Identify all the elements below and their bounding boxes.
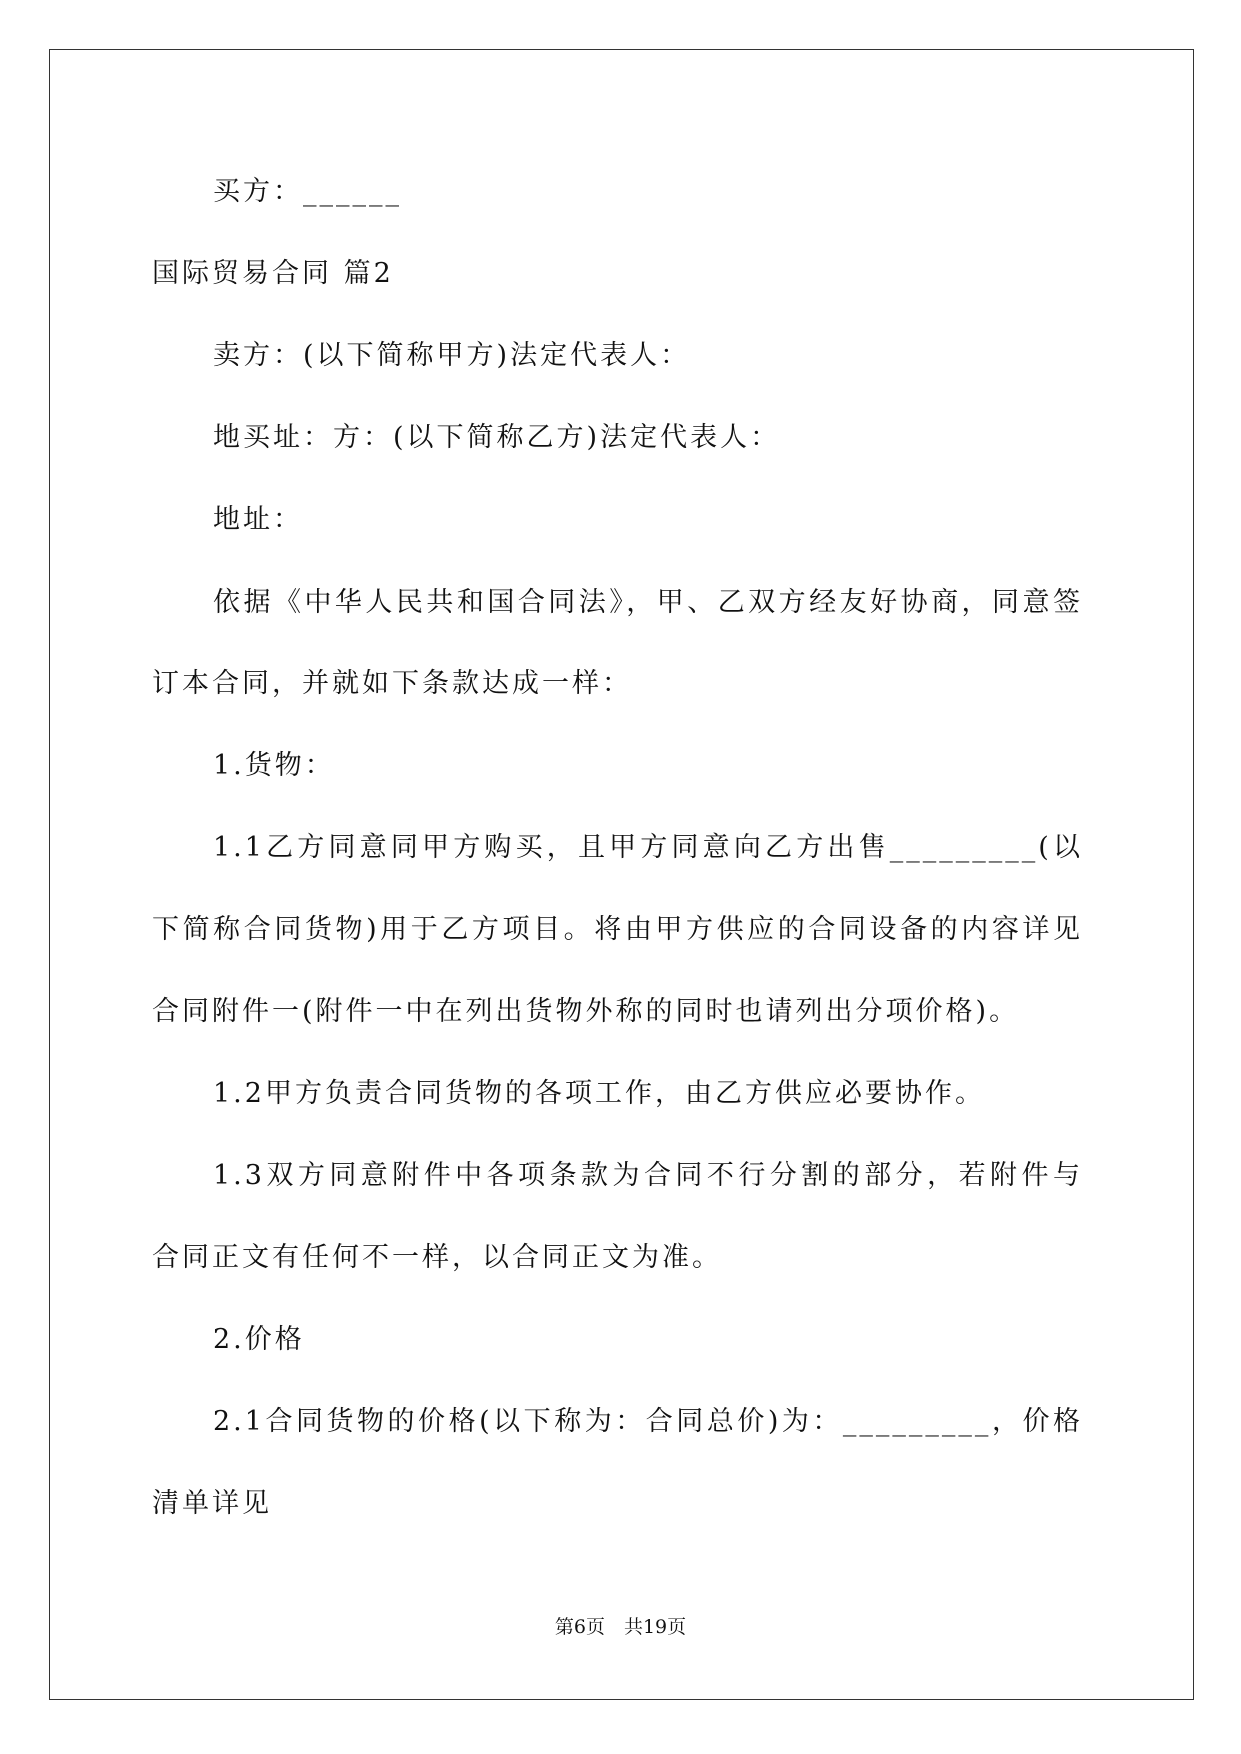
clause-1-3-line-2: 合同正文有任何不一样，以合同正文为准。 [152,1242,722,1273]
clause-1-heading: 1.货物： [213,750,335,781]
clause-1-3-line-1: 1.3双方同意附件中各项条款为合同不行分割的部分，若附件与 [213,1160,1083,1191]
clause-1-2: 1.2甲方负责合同货物的各项工作，由乙方供应必要协作。 [213,1078,985,1109]
clause-2-1-line-1: 2.1合同货物的价格(以下称为：合同总价)为：_________，价格 [213,1406,1083,1437]
seller-line: 卖方：(以下简称甲方)法定代表人： [213,340,691,371]
clause-2-heading: 2.价格 [213,1324,305,1355]
clause-1-1-line-1: 1.1乙方同意同甲方购买，且甲方同意向乙方出售_________(以 [213,832,1083,863]
page-border [49,49,1194,1700]
buyer-signature-line: 买方：______ [213,176,402,207]
buyer-address-line: 地买址：方：(以下简称乙方)法定代表人： [213,422,781,453]
page-number: 第6页 共19页 [554,1616,687,1638]
clause-2-1-line-2: 清单详见 [152,1488,272,1519]
clause-1-1-line-2: 下简称合同货物)用于乙方项目。将由甲方供应的合同设备的内容详见 [152,914,1083,945]
address-line: 地址： [213,504,303,535]
clause-1-1-line-3: 合同附件一(附件一中在列出货物外称的同时也请列出分项价格)。 [152,996,1020,1027]
section-title: 国际贸易合同 篇2 [152,258,394,289]
preamble-line-2: 订本合同，并就如下条款达成一样： [152,668,632,699]
preamble-line-1: 依据《中华人民共和国合同法》，甲、乙双方经友好协商，同意签 [213,587,1083,618]
